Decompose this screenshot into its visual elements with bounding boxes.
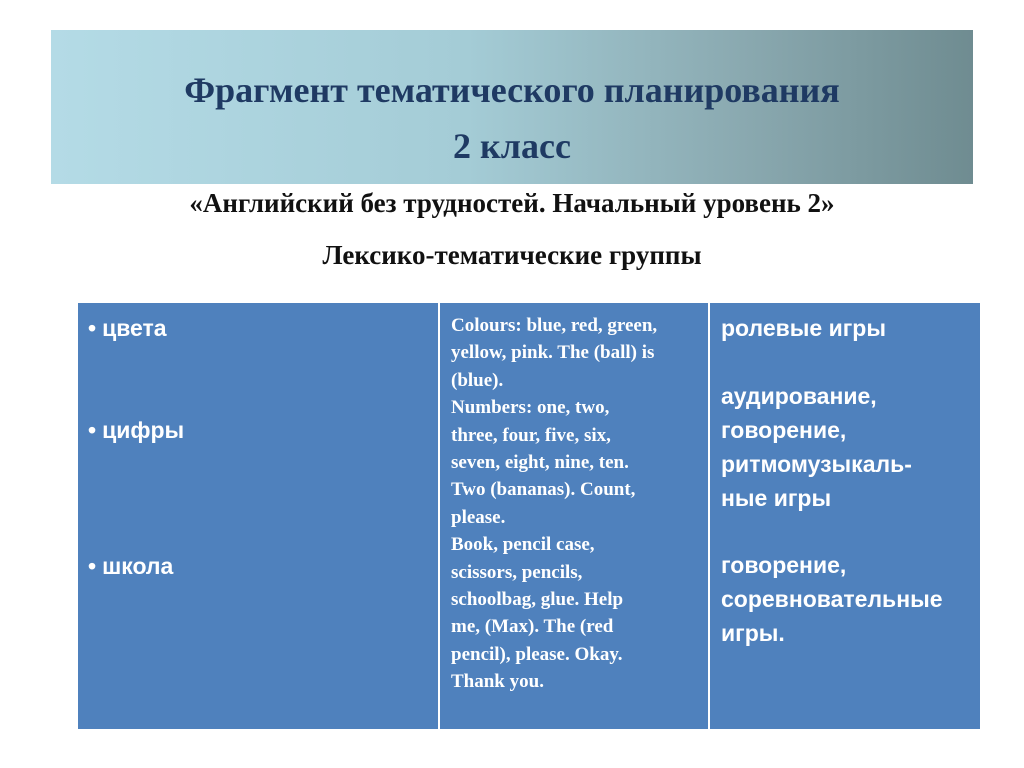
vocabulary-line: pencil), please. Okay. xyxy=(451,643,623,665)
vocabulary-line: schoolbag, glue. Help xyxy=(451,589,624,611)
title-line-2: 2 класс xyxy=(453,126,571,166)
bullet-icon: • xyxy=(88,315,97,341)
vocabulary-line: Book, pencil case, xyxy=(451,534,595,556)
topics-column xyxy=(78,303,438,729)
vocabulary-column xyxy=(440,303,708,729)
vocabulary-line: Colours: blue, red, green, xyxy=(451,315,658,336)
topic-label: цифры xyxy=(102,417,185,443)
vocabulary-line: seven, eight, nine, ten. xyxy=(451,452,629,474)
topic-label: цвета xyxy=(102,315,167,341)
topic-label: школа xyxy=(102,553,174,579)
vocabulary-line: scissors, pencils, xyxy=(451,561,583,583)
vocabulary-line: Two (bananas). Count, xyxy=(451,479,636,501)
bullet-icon: • xyxy=(88,417,97,443)
activity-block xyxy=(721,548,976,650)
planning-table xyxy=(78,303,980,729)
activities-column xyxy=(710,303,980,729)
topic-item xyxy=(88,315,167,342)
course-subtitle: «Английский без трудностей. Начальный уровень 2» xyxy=(189,188,835,218)
vocabulary-line: three, four, five, six, xyxy=(451,424,611,446)
activity-line: говорение, xyxy=(721,417,847,443)
bullet-icon: • xyxy=(88,553,97,579)
activity-line: говорение, xyxy=(721,552,847,578)
vocabulary-line: (blue). xyxy=(451,369,504,391)
vocabulary-line: Numbers: one, two, xyxy=(451,397,610,419)
vocabulary-text xyxy=(451,312,701,696)
title-line-1: Фрагмент тематического планирования xyxy=(184,70,840,110)
activity-line: аудирование, xyxy=(721,383,877,409)
activity-line: соревновательные xyxy=(721,586,943,612)
vocabulary-line: me, (Max). The (red xyxy=(451,616,614,638)
topic-item xyxy=(88,417,184,444)
vocabulary-line: yellow, pink. The (ball) is xyxy=(451,342,655,364)
topic-item xyxy=(88,553,173,580)
section-heading: Лексико-тематические группы xyxy=(322,240,702,270)
title-banner xyxy=(51,30,973,184)
activity-block xyxy=(721,379,976,515)
activity-line: игры. xyxy=(721,620,785,646)
slide-title xyxy=(51,62,973,174)
activity-line: ритмомузыкаль- xyxy=(721,451,912,477)
vocabulary-line: Thank you. xyxy=(451,671,544,693)
activity-block xyxy=(721,311,976,345)
vocabulary-line: please. xyxy=(451,506,506,528)
activity-line: ные игры xyxy=(721,485,832,511)
activity-line: ролевые игры xyxy=(721,315,886,341)
